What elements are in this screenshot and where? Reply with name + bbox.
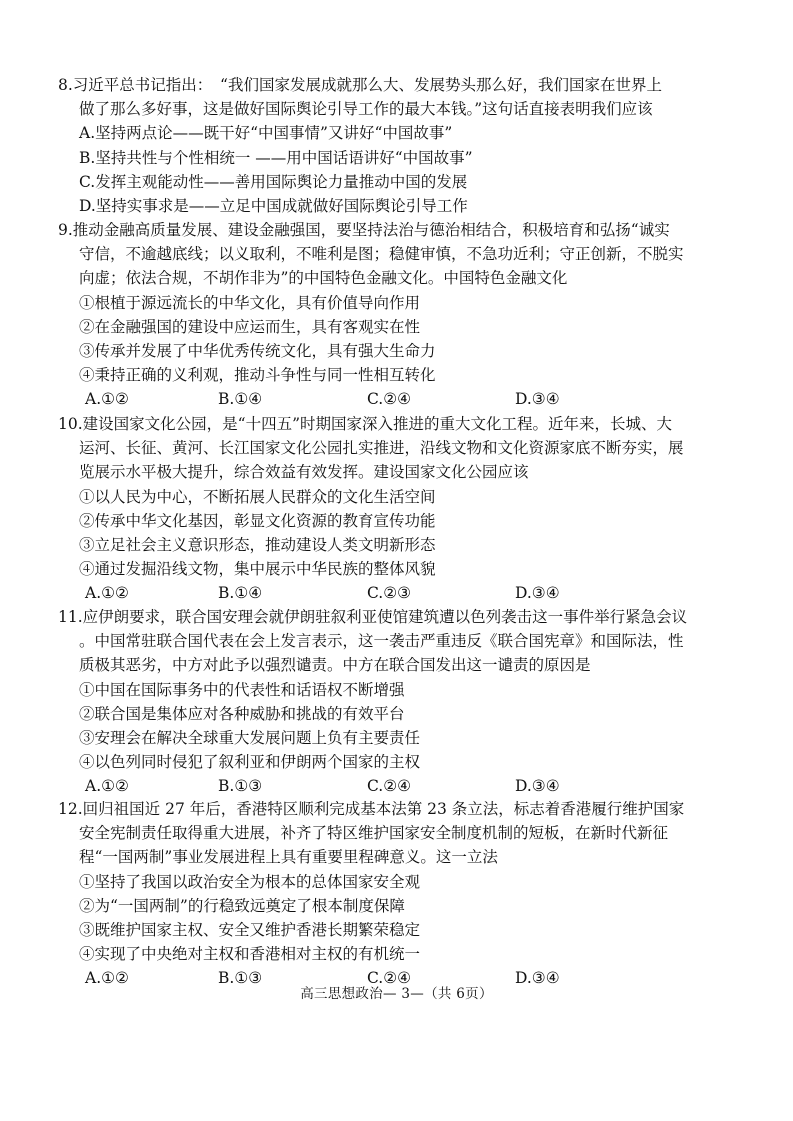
question-9-item-3: ③传承并发展了中华优秀传统文化，具有强大生命力 — [79, 342, 436, 361]
question-12-stem: 安全宪制责任取得重大进展，补齐了特区维护国家安全制度机制的短板，在新时代新征 — [79, 824, 669, 843]
choice-d: D.③④ — [515, 777, 560, 796]
choice-b: B.①④ — [218, 390, 263, 409]
choice-b: B.①③ — [218, 969, 263, 988]
choice-c: C.②④ — [367, 777, 412, 796]
choice-a: A.①② — [85, 969, 129, 988]
question-8-option-c: C.发挥主观能动性——善用国际舆论力量推动中国的发展 — [79, 172, 468, 191]
question-12-item-3: ③既维护国家主权、安全又维护香港长期繁荣稳定 — [79, 921, 421, 940]
question-11 — [58, 605, 748, 799]
question-9-stem: 向虚；依法合规，不胡作非为”的中国特色金融文化。中国特色金融文化 — [79, 269, 568, 288]
question-9-stem: 守信，不逾越底线；以义取利，不唯利是图；稳健审慎，不急功近利；守正创新，不脱实 — [79, 245, 684, 264]
choice-d: D.③④ — [515, 390, 560, 409]
question-10-choices — [58, 581, 748, 605]
choice-b: B.①④ — [218, 584, 263, 603]
question-8 — [58, 73, 748, 218]
question-10-item-1: ①以人民为中心，不断拓展人民群众的文化生活空间 — [79, 487, 436, 506]
question-10-item-2: ②传承中华文化基因，彰显文化资源的教育宣传功能 — [79, 511, 436, 530]
question-11-item-4: ④以色列同时侵犯了叙利亚和伊朗两个国家的主权 — [79, 753, 421, 772]
question-10 — [58, 412, 748, 606]
choice-b: B.①③ — [218, 777, 263, 796]
question-9 — [58, 218, 748, 412]
choice-a: A.①② — [85, 390, 129, 409]
question-11-item-2: ②联合国是集体应对各种威胁和挑战的有效平台 — [79, 704, 405, 723]
question-10-item-3: ③立足社会主义意识形态，推动建设人类文明新形态 — [79, 536, 436, 555]
question-11-stem: 11.应伊朗要求，联合国安理会就伊朗驻叙利亚使馆建筑遭以色列袭击这一事件举行紧急会议 — [58, 608, 688, 626]
question-8-stem: 8.习近平总书记指出： “我们国家发展成就那么大、发展势头那么好，我们国家在世界上 — [58, 76, 662, 94]
choice-c: C.②④ — [367, 969, 412, 988]
choice-d: D.③④ — [515, 584, 560, 603]
choice-c: C.②④ — [367, 390, 412, 409]
question-10-stem: 览展示水平极大提升，综合效益有效发挥。建设国家文化公园应该 — [79, 463, 529, 482]
question-8-option-b: B.坚持共性与个性相统一 ——用中国话语讲好“中国故事” — [79, 148, 473, 167]
question-11-stem: 。中国常驻联合国代表在会上发言表示，这一袭击严重违反《联合国宪章》和国际法，性 — [79, 632, 684, 651]
question-8-option-d: D.坚持实事求是——立足中国成就做好国际舆论引导工作 — [79, 197, 468, 216]
question-8-stem: 做了那么多好事，这是做好国际舆论引导工作的最大本钱。”这句话直接表明我们应该 — [79, 100, 653, 119]
question-12-stem: 程“一国两制”事业发展进程上具有重要里程碑意义。这一立法 — [79, 848, 498, 867]
choice-a: A.①② — [85, 777, 129, 796]
question-9-item-1: ①根植于源远流长的中华文化，具有价值导向作用 — [79, 293, 421, 312]
question-12 — [58, 797, 748, 991]
question-9-item-4: ④秉持正确的义利观，推动斗争性与同一性相互转化 — [79, 366, 436, 385]
question-11-choices — [58, 774, 748, 798]
question-12-item-2: ②为“一国两制”的行稳致远奠定了根本制度保障 — [79, 896, 405, 915]
question-11-item-3: ③安理会在解决全球重大发展问题上负有主要责任 — [79, 729, 421, 748]
question-8-option-a: A.坚持两点论——既干好“中国事情”又讲好“中国故事” — [79, 124, 453, 143]
choice-a: A.①② — [85, 584, 129, 603]
choice-d: D.③④ — [515, 969, 560, 988]
question-12-item-1: ①坚持了我国以政治安全为根本的总体国家安全观 — [79, 872, 421, 891]
question-10-item-4: ④通过发掘沿线文物，集中展示中华民族的整体风貌 — [79, 560, 436, 579]
question-9-item-2: ②在金融强国的建设中应运而生，具有客观实在性 — [79, 317, 421, 336]
question-12-stem: 12.回归祖国近 27 年后，香港特区顺利完成基本法第 23 条立法，标志着香港履行维护国家 — [58, 800, 685, 818]
choice-c: C.②③ — [367, 584, 412, 603]
question-9-choices — [58, 387, 748, 411]
question-9-stem: 9.推动金融高质量发展、建设金融强国，要坚持法治与德治相结合，积极培育和弘扬“诚实 — [58, 221, 670, 239]
question-10-stem: 运河、长征、黄河、长江国家文化公园扎实推进，沿线文物和文化资源家底不断夯实，展 — [79, 439, 684, 458]
page-footer: 高三思想政治— 3—（共 6页） — [300, 986, 493, 1002]
question-11-stem: 质极其恶劣，中方对此予以强烈谴责。中方在联合国发出这一谴责的原因是 — [79, 656, 591, 675]
question-12-item-4: ④实现了中央绝对主权和香港相对主权的有机统一 — [79, 945, 421, 964]
question-11-item-1: ①中国在国际事务中的代表性和话语权不断增强 — [79, 680, 405, 699]
question-10-stem: 10.建设国家文化公园，是“十四五”时期国家深入推进的重大文化工程。近年来，长城、大 — [58, 415, 673, 433]
